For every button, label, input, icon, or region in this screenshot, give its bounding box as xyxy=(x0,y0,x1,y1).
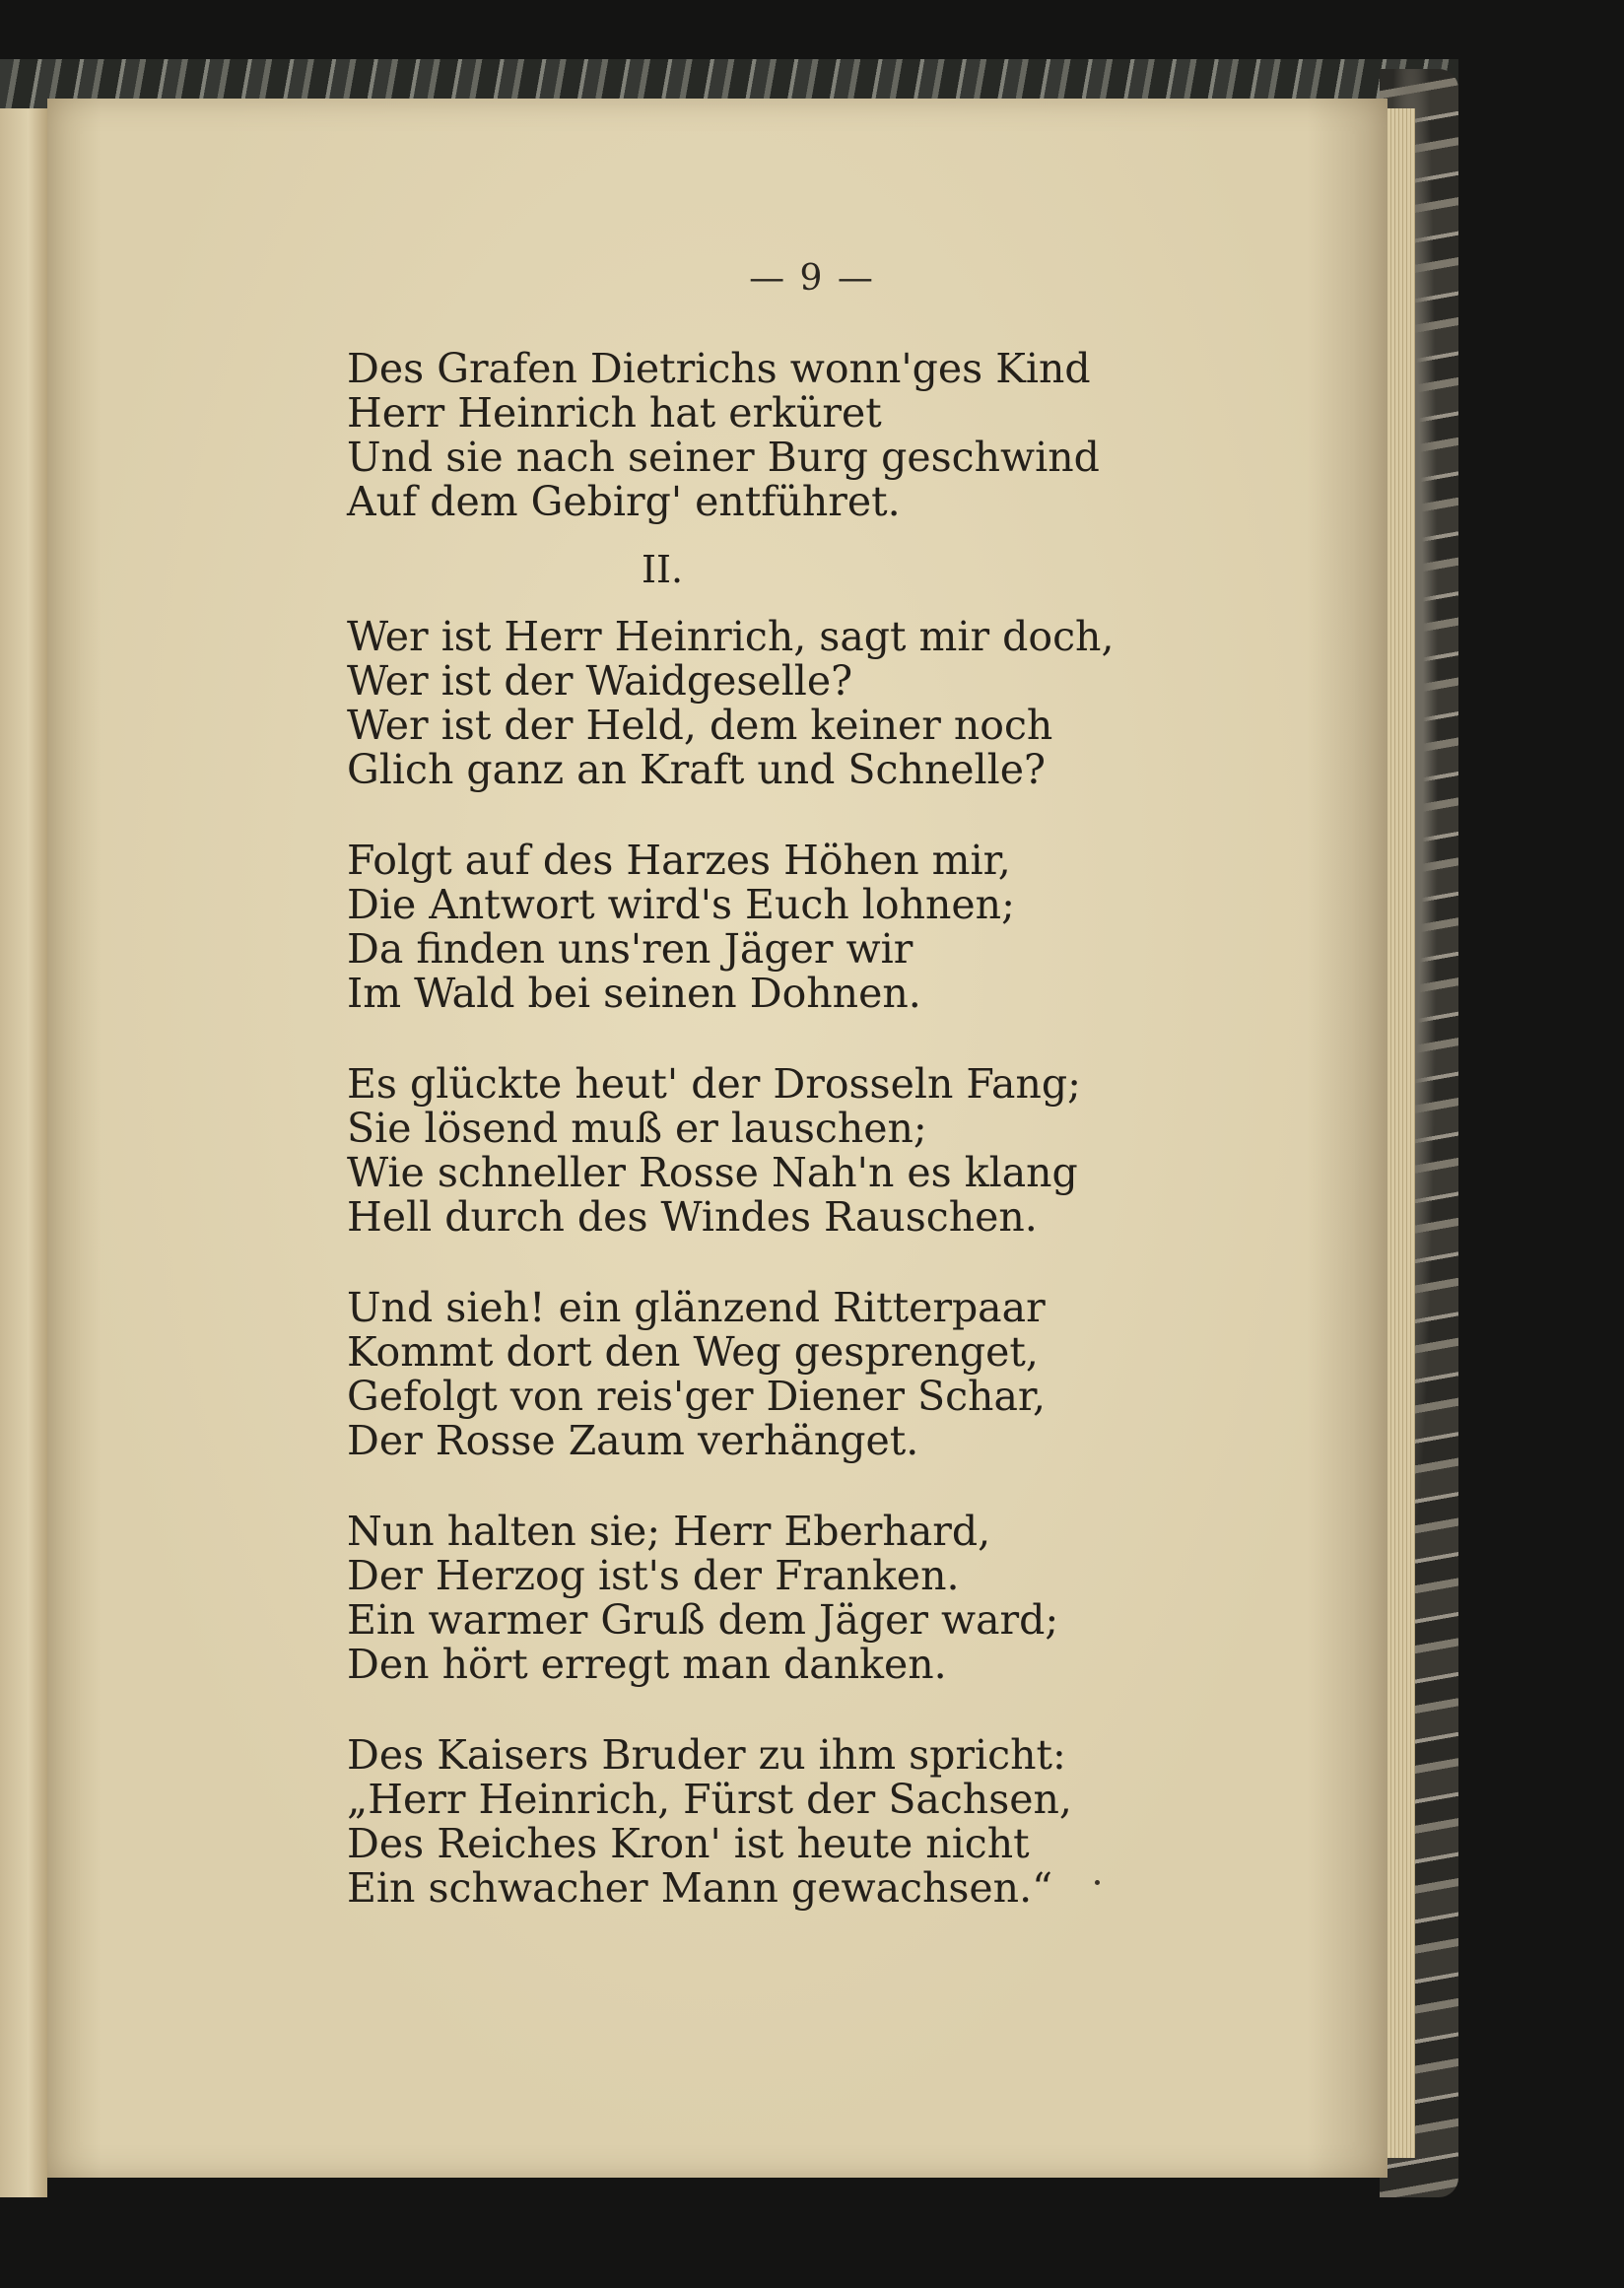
stanza xyxy=(347,839,1234,1016)
verse-line: Herr Heinrich hat erküret xyxy=(347,389,882,437)
stanza-gap xyxy=(347,1463,1234,1510)
stanza xyxy=(347,1286,1234,1463)
verse-line: Die Antwort wird's Euch lohnen; xyxy=(347,881,1015,928)
verse-line: Den hört erregt man danken. xyxy=(347,1641,947,1688)
section-numeral: II. xyxy=(641,548,684,591)
verse-line: Ein warmer Gruß dem Jäger ward; xyxy=(347,1596,1059,1644)
stanza xyxy=(347,1510,1234,1687)
verse-line: Gefolgt von reis'ger Diener Schar, xyxy=(347,1373,1047,1420)
verse-line: Im Wald bei seinen Dohnen. xyxy=(347,970,921,1017)
verse-line: Da finden uns'ren Jäger wir xyxy=(347,925,914,973)
verse-line: Des Grafen Dietrichs wonn'ges Kind xyxy=(347,345,1091,392)
stanza-gap xyxy=(347,1687,1234,1733)
verse-line: Wer ist Herr Heinrich, sagt mir doch, xyxy=(347,613,1115,660)
stanza xyxy=(347,615,1234,792)
verse-line: Der Herzog ist's der Franken. xyxy=(347,1552,960,1599)
verse-line: Der Rosse Zaum verhänget. xyxy=(347,1417,919,1464)
verse-line: Auf dem Gebirg' entführet. xyxy=(347,478,901,525)
verse-line: Glich ganz an Kraft und Schnelle? xyxy=(347,746,1047,793)
stanza-gap xyxy=(347,792,1234,839)
verse-line: Und sieh! ein glänzend Ritterpaar xyxy=(347,1284,1046,1331)
verse-line: Nun halten sie; Herr Eberhard, xyxy=(347,1508,991,1555)
stanza-gap xyxy=(347,1016,1234,1062)
verse-line: „Herr Heinrich, Fürst der Sachsen, xyxy=(347,1776,1072,1823)
verse-line: Folgt auf des Harzes Höhen mir, xyxy=(347,837,1011,884)
stanza xyxy=(347,347,1234,524)
verse-line: Wer ist der Waidgeselle? xyxy=(347,657,853,705)
poem-body xyxy=(347,347,1234,1911)
stanza-gap xyxy=(347,1240,1234,1286)
verse-line: Wer ist der Held, dem keiner noch xyxy=(347,702,1053,749)
facing-page-edge xyxy=(0,108,47,2197)
verse-line: Wie schneller Rosse Nah'n es klang xyxy=(347,1149,1078,1196)
ink-speck xyxy=(1095,1880,1100,1885)
stanza xyxy=(347,1733,1234,1911)
verse-line: Hell durch des Windes Rauschen. xyxy=(347,1193,1038,1241)
verse-line: Und sie nach seiner Burg geschwind xyxy=(347,434,1100,481)
verse-line: Des Kaisers Bruder zu ihm spricht: xyxy=(347,1731,1066,1779)
verse-line: Des Reiches Kron' ist heute nicht xyxy=(347,1820,1030,1867)
verse-line: Sie lösend muß er lauschen; xyxy=(347,1105,927,1152)
verse-line: Ein schwacher Mann gewachsen.“ xyxy=(347,1864,1053,1912)
stanza xyxy=(347,1062,1234,1240)
page-number: — 9 — xyxy=(749,258,875,299)
verse-line: Kommt dort den Weg gesprenget, xyxy=(347,1328,1039,1376)
verse-line: Es glückte heut' der Drosseln Fang; xyxy=(347,1060,1081,1108)
